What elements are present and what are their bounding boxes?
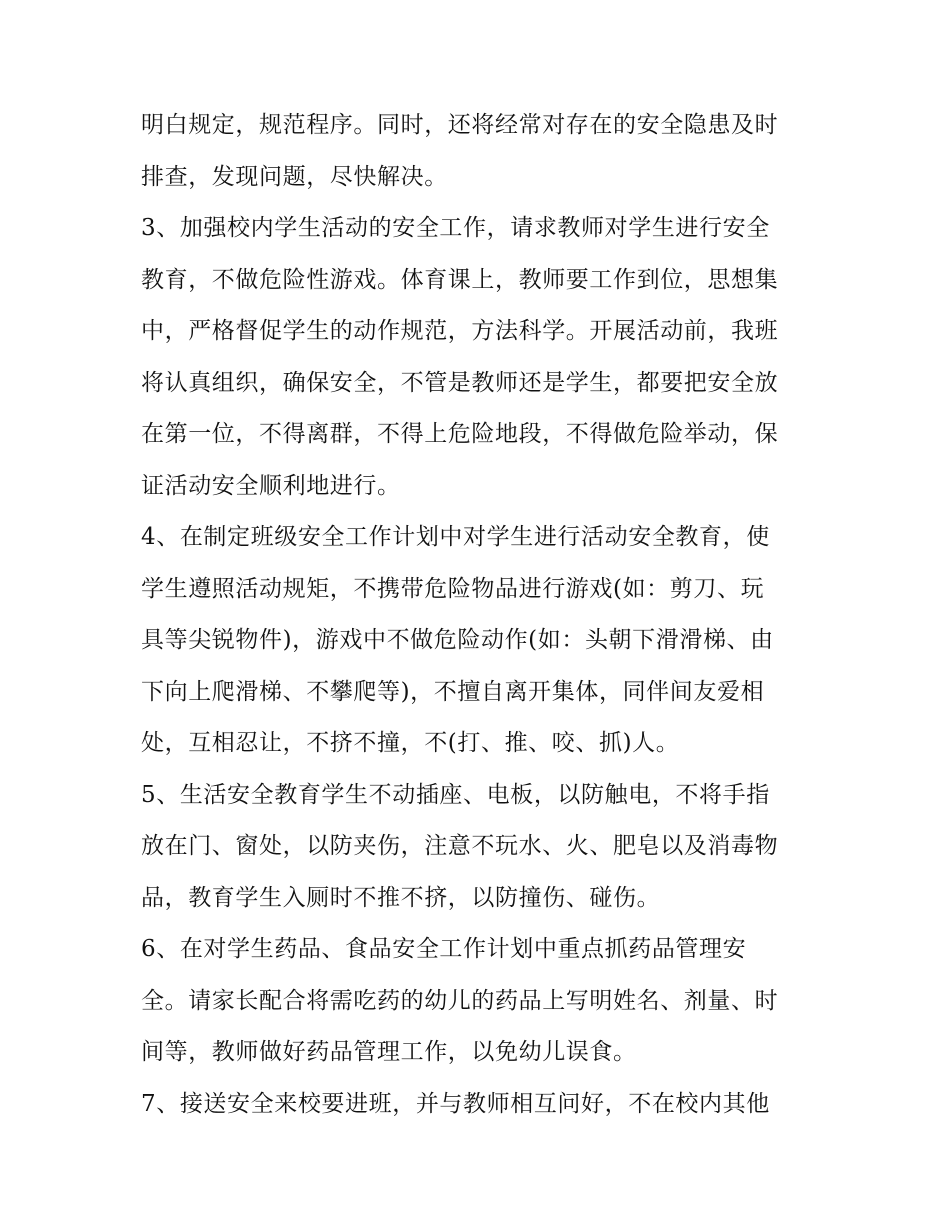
- text-line: 明白规定，规范程序。同时，还将经常对存在的安全隐患及时: [141, 112, 779, 138]
- text-line: 在第一位，不得离群，不得上危险地段，不得做危险举动，保: [141, 421, 779, 447]
- text-line: 4、在制定班级安全工作计划中对学生进行活动安全教育，使: [141, 524, 770, 550]
- text-line: 3、加强校内学生活动的安全工作，请求教师对学生进行安全: [141, 215, 770, 241]
- text-line: 中，严格督促学生的动作规范，方法科学。开展活动前，我班: [141, 318, 779, 344]
- text-line: 具等尖锐物件)，游戏中不做危险动作(如：头朝下滑滑梯、由: [141, 627, 774, 653]
- text-line: 全。请家长配合将需吃药的幼儿的药品上写明姓名、剂量、时: [141, 987, 779, 1014]
- text-line: 7、接送安全来校要进班，并与教师相互问好，不在校内其他: [141, 1090, 770, 1117]
- text-line: 5、生活安全教育学生不动插座、电板，以防触电，不将手指: [141, 781, 770, 808]
- document-body: [141, 100, 821, 1130]
- text-line: 排查，发现问题，尽快解决。: [141, 163, 448, 190]
- text-line: 教育，不做危险性游戏。体育课上，教师要工作到位，思想集: [141, 266, 779, 293]
- text-line: 证活动安全顺利地进行。: [141, 472, 401, 499]
- text-line: 放在门、窗处，以防夹伤，注意不玩水、火、肥皂以及消毒物: [141, 833, 779, 859]
- text-line: 学生遵照活动规矩，不携带危险物品进行游戏(如：剪刀、玩: [141, 575, 765, 602]
- text-line: 间等，教师做好药品管理工作，以免幼儿误食。: [141, 1039, 637, 1065]
- text-line: 处，互相忍让，不挤不撞，不(打、推、咬、抓)人。: [141, 730, 680, 756]
- text-line: 将认真组织，确保安全，不管是教师还是学生，都要把安全放: [141, 369, 779, 396]
- text-line: 下向上爬滑梯、不攀爬等)，不擅自离开集体，同伴间友爱相: [141, 678, 765, 705]
- text-line: 6、在对学生药品、食品安全工作计划中重点抓药品管理安: [141, 936, 747, 962]
- text-line: 品，教育学生入厕时不推不挤，以防撞伤、碰伤。: [141, 884, 661, 911]
